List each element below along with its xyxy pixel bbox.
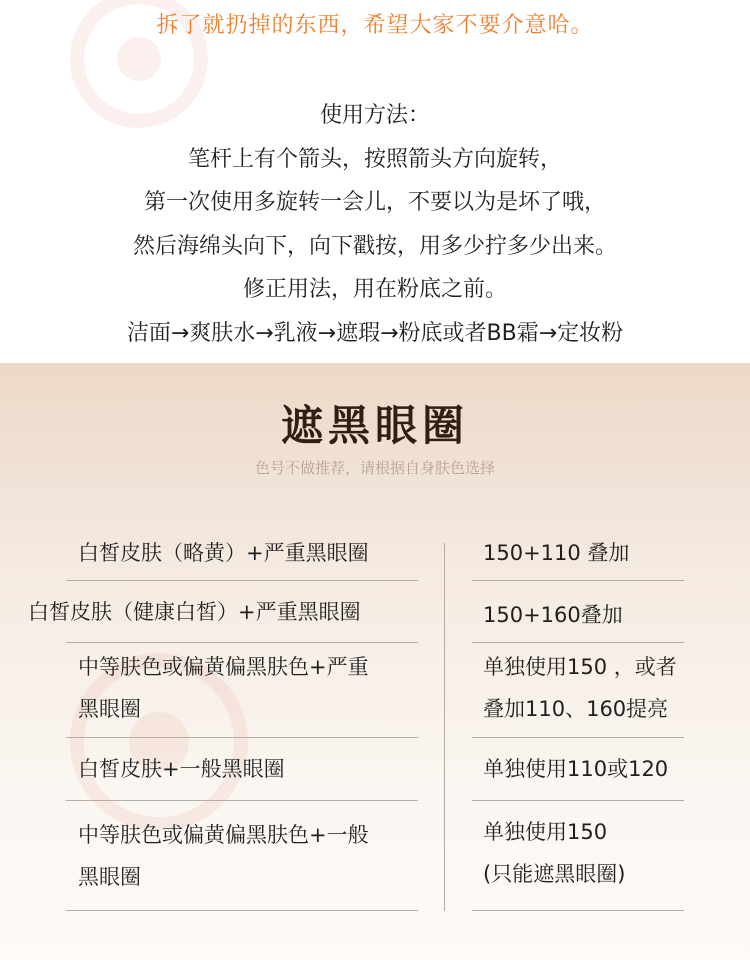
usage-steps: 洁面→爽肤水→乳液→遮瑕→粉底或者BB霜→定妆粉 (126, 320, 624, 346)
row-divider (66, 580, 418, 581)
table-cell-skin-type (78, 814, 433, 898)
row-divider (66, 800, 418, 801)
cell-line: 中等肤色或偏黄偏黑肤色+严重 (78, 655, 369, 679)
cell-line: 白皙皮肤+一般黑眼圈 (78, 757, 285, 781)
usage-line: 修正用法，用在粉底之前。 (242, 277, 507, 303)
cell-line: 单独使用110或120 (483, 757, 669, 781)
table-cell-skin-type (28, 591, 428, 633)
usage-line: 笔杆上有个箭头，按照箭头方向旋转， (187, 146, 562, 172)
cell-line: 单独使用150 ，或者 (483, 655, 677, 679)
usage-heading: 使用方法： (319, 103, 430, 128)
section-title: 遮黑眼圈 (280, 401, 469, 450)
row-divider (472, 737, 684, 738)
row-divider (66, 642, 418, 643)
cell-line: 150+160叠加 (483, 603, 623, 627)
usage-line: 第一次使用多旋转一会儿，不要以为是坏了哦， (143, 190, 606, 216)
cell-line: 白皙皮肤（健康白皙）+严重黑眼圈 (28, 600, 361, 624)
cell-line: 黑眼圈 (78, 865, 141, 889)
notice-text: 拆了就扔掉的东西，希望大家不要介意哈。 (156, 13, 594, 38)
table-cell-shade (483, 646, 733, 730)
top-panel (0, 0, 750, 363)
row-divider (472, 642, 684, 643)
table-cell-shade (483, 748, 733, 790)
table-cell-skin-type (78, 532, 433, 574)
usage-line: 然后海绵头向下，向下戳按，用多少拧多少出来。 (132, 233, 617, 259)
cell-line: (只能遮黑眼圈) (483, 862, 626, 886)
cell-line: 单独使用150 (483, 820, 608, 844)
row-divider (472, 580, 684, 581)
row-divider (472, 800, 684, 801)
usage-instructions (0, 94, 750, 356)
cell-line: 150+110 叠加 (483, 541, 630, 565)
cell-line: 叠加110、160提亮 (483, 697, 669, 721)
table-cell-skin-type (78, 646, 433, 730)
section-subtitle: 色号不做推荐，请根据自身肤色选择 (254, 459, 495, 477)
row-divider (66, 910, 418, 911)
row-divider (472, 910, 684, 911)
cell-line: 中等肤色或偏黄偏黑肤色+一般 (78, 823, 369, 847)
cell-line: 黑眼圈 (78, 697, 141, 721)
table-cell-shade (483, 532, 733, 574)
table-cell-skin-type (78, 748, 433, 790)
row-divider (66, 737, 418, 738)
column-divider (444, 543, 445, 911)
table-cell-shade (483, 811, 733, 895)
cell-line: 白皙皮肤（略黄）+严重黑眼圈 (78, 541, 369, 565)
table-cell-shade (483, 594, 733, 636)
